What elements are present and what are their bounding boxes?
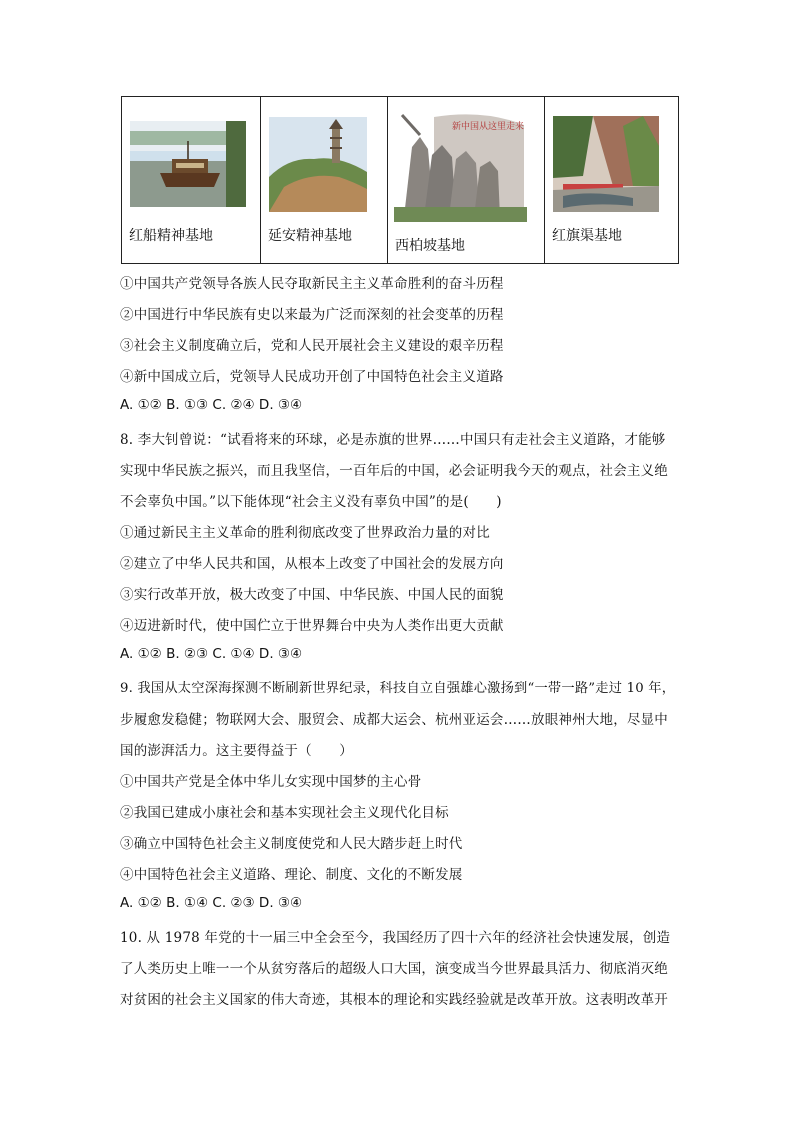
q7-item-3: ③社会主义制度确立后，党和人民开展社会主义建设的艰辛历程 bbox=[120, 338, 504, 354]
image-table bbox=[121, 96, 679, 264]
q7-options: A. ①② B. ①③ C. ②④ D. ③④ bbox=[120, 397, 303, 413]
q8-item-2: ②建立了中华人民共和国，从根本上改变了中国社会的发展方向 bbox=[120, 556, 504, 572]
xibaipo-monument-photo bbox=[394, 107, 527, 222]
hongqiqu-canal-photo bbox=[553, 116, 659, 212]
q7-item-2: ②中国进行中华民族有史以来最为广泛而深刻的社会变革的历程 bbox=[120, 307, 504, 323]
svg-text:新中国从这里走来: 新中国从这里走来 bbox=[452, 122, 525, 132]
q9-stem-line: 国的澎湃活力。这主要得益于（ ） bbox=[120, 743, 353, 759]
caption: 延安精神基地 bbox=[268, 228, 352, 244]
q9-stem-line: 9. 我国从太空深海探测不断刷新世界纪录，科技自立自强雄心激扬到“一带一路”走过 10 年， bbox=[120, 681, 676, 696]
q9-item-4: ④中国特色社会主义道路、理论、制度、文化的不断发展 bbox=[120, 867, 463, 883]
q10-stem-line: 10. 从 1978 年党的十一届三中全会至今，我国经历了四十六年的经济社会快速发展，创造 bbox=[120, 930, 671, 946]
q9-item-1: ①中国共产党是全体中华儿女实现中国梦的主心骨 bbox=[120, 774, 422, 790]
q8-item-4: ④迈进新时代，使中国伫立于世界舞台中央为人类作出更大贡献 bbox=[120, 618, 504, 634]
caption: 红船精神基地 bbox=[129, 228, 213, 244]
caption: 红旗渠基地 bbox=[552, 228, 622, 244]
q10-stem-line: 对贫困的社会主义国家的伟大奇迹，其根本的理论和实践经验就是改革开放。这表明改革开 bbox=[120, 992, 668, 1008]
q8-stem-line: 8. 李大钊曾说：“试看将来的环球，必是赤旗的世界……中国只有走社会主义道路，才能够 bbox=[120, 432, 666, 448]
q8-item-3: ③实行改革开放，极大改变了中国、中华民族、中国人民的面貌 bbox=[120, 587, 504, 603]
red-boat-photo bbox=[130, 121, 246, 207]
q7-item-1: ①中国共产党领导各族人民夺取新民主主义革命胜利的奋斗历程 bbox=[120, 276, 504, 292]
caption: 西柏坡基地 bbox=[395, 238, 465, 254]
table-cell bbox=[122, 97, 261, 264]
q8-options: A. ①② B. ②③ C. ①④ D. ③④ bbox=[120, 646, 303, 662]
q10-stem-line: 了人类历史上唯一一个从贫穷落后的超级人口大国，演变成当今世界最具活力、彻底消灭绝 bbox=[120, 961, 668, 977]
q8-stem-line: 不会辜负中国。”以下能体现“社会主义没有辜负中国”的是( ) bbox=[120, 494, 502, 510]
q8-item-1: ①通过新民主主义革命的胜利彻底改变了世界政治力量的对比 bbox=[120, 525, 490, 541]
yanan-pagoda-photo bbox=[269, 117, 367, 212]
q7-item-4: ④新中国成立后，党领导人民成功开创了中国特色社会主义道路 bbox=[120, 369, 504, 385]
q9-options: A. ①② B. ①④ C. ②③ D. ③④ bbox=[120, 895, 303, 911]
table-cell bbox=[545, 97, 679, 264]
table-cell bbox=[261, 97, 388, 264]
q9-item-3: ③确立中国特色社会主义制度使党和人民大踏步赶上时代 bbox=[120, 836, 463, 852]
q9-item-2: ②我国已建成小康社会和基本实现社会主义现代化目标 bbox=[120, 805, 449, 821]
q9-stem-line: 步履愈发稳健；物联网大会、服贸会、成都大运会、杭州亚运会……放眼神州大地，尽显中 bbox=[120, 712, 668, 728]
table-cell bbox=[388, 97, 545, 264]
q8-stem-line: 实现中华民族之振兴，而且我坚信，一百年后的中国，必会证明我今天的观点，社会主义绝 bbox=[120, 463, 668, 479]
